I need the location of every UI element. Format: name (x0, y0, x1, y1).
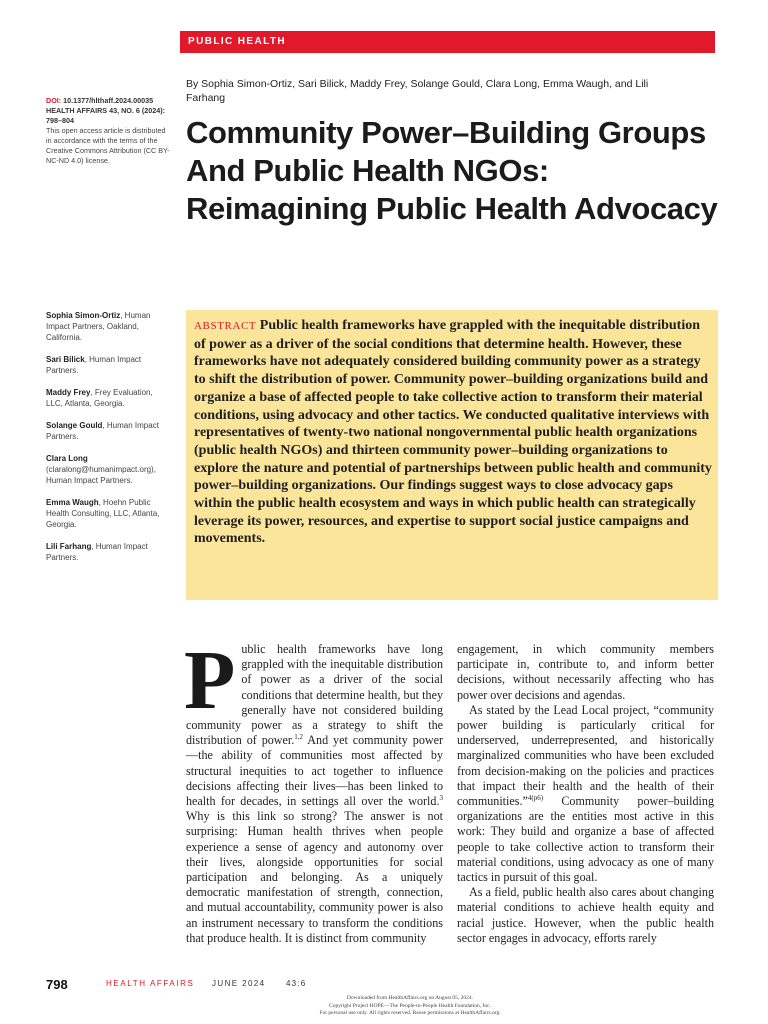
footer-issue: 43:6 (286, 979, 307, 988)
affiliation-name: Sophia Simon-Ortiz (46, 311, 121, 320)
affiliation-name: Emma Waugh (46, 498, 99, 507)
download-line: For personal use only. All rights reserved. Reuse permissions at HealthAffairs.org. (319, 1010, 501, 1016)
affiliation-item (46, 310, 170, 343)
abstract-label: ABSTRACT (194, 320, 257, 332)
body-column-2 (457, 642, 714, 946)
body-column-1 (184, 634, 443, 946)
affiliation-detail: , Human Impact Partners, Oakland, California. (46, 311, 151, 342)
drop-cap: P (184, 634, 236, 727)
affiliation-name: Solange Gould (46, 421, 103, 430)
affiliation-name: Sari Bilick (46, 355, 85, 364)
footer-date: JUNE 2024 (212, 979, 266, 988)
citation-ref[interactable]: 4(p6) (527, 794, 544, 802)
license-note: This open access article is distributed in accordance with the terms of the Creative Commons Attribution (CC BY-NC-ND 4.0) license. (46, 126, 170, 165)
download-line: Downloaded from HealthAffairs.org on August 05, 2024. (346, 995, 474, 1001)
body-paragraph (184, 634, 443, 946)
footer-journal: HEALTH AFFAIRS (106, 979, 195, 988)
download-note (200, 995, 620, 1018)
doi-block (46, 96, 170, 166)
affiliation-item (46, 453, 170, 486)
citation-ref[interactable]: 3 (439, 794, 443, 802)
page-number: 798 (46, 977, 68, 992)
affiliation-detail: (claralong@humanimpact.org), Human Impact Partners. (46, 465, 156, 485)
affiliation-name: Lili Farhang (46, 542, 92, 551)
article-title: Community Power–Building Groups And Public Health NGOs: Reimagining Public Health Advocacy (186, 115, 718, 226)
body-text: Why is this link so strong? The answer is not surprising: Human health thrives when people experience a sense of agency and autonomy over their lives, alongside opportunities for social participation and belonging. As a uniquely democratic manifestation of strength, connection, and mutual accountability, community power is also an instrument necessary to transform the conditions that produce health. It is distinct from community (186, 809, 443, 945)
abstract-box (186, 310, 718, 600)
doi-label: DOI: (46, 96, 62, 105)
abstract-text: Public health frameworks have grappled with the inequitable distribution of power as a driver of the social conditions that determine health. However, these frameworks have not adequately considered building community power as a strategy to shift the distribution of power. Community power–building organizations build and organize a base of affected people to take collective action to transform their material conditions, using advocacy and other tactics. We conducted qualitative interviews with representatives of twenty-two national nongovernmental public health organizations (public health NGOs) and thirteen community power–building organizations to explore the nature and potential of partnerships between public health and community power–building organizations. Our findings suggest ways to close advocacy gaps within the public health ecosystem and ways in which public health can strategically leverage its power, resources, and expertise to support social justice campaigns and movements. (194, 318, 712, 547)
affiliation-item (46, 420, 170, 442)
body-text: Community power–building organizations are the entities most active in this work: They build and organize a base of affected people to take collective action to transform their material conditions, using advocacy as one of many tactics in pursuit of this goal. (457, 794, 714, 885)
citation-ref[interactable]: 1,2 (294, 733, 304, 742)
affiliation-item (46, 541, 170, 563)
author-byline: By Sophia Simon-Ortiz, Sari Bilick, Maddy Frey, Solange Gould, Clara Long, Emma Waugh, and Lili Farhang (186, 78, 649, 104)
affiliation-detail: , Human Impact Partners. (46, 355, 142, 375)
doi-line (46, 96, 170, 106)
section-label: PUBLIC HEALTH (188, 36, 287, 47)
doi-link[interactable]: 10.1377/hlthaff.2024.00035 (63, 96, 154, 105)
journal-citation: HEALTH AFFAIRS 43, NO. 6 (2024): 798–804 (46, 106, 166, 125)
affiliation-detail: , Human Impact Partners. (46, 542, 148, 562)
body-text: As stated by the Lead Local project, “community power building is particularly critical for underserved, underrepresented, and historically marginalized communities who have been excluded from decision-making on the policies and practices that impact their health and the health of their communities.” (457, 702, 714, 809)
affiliation-item (46, 497, 170, 530)
body-text: ublic health frameworks have long grappled with the inequitable distribution of power as a driver of the social conditions that determine health, but they generally have not considered building community power as a strategy to shift the distribution of power. (186, 642, 443, 748)
body-paragraph: As a field, public health also cares about changing material conditions to achieve health equity and racial justice. However, when the public health sector engages in advocacy, efforts rarely (457, 885, 714, 945)
body-paragraph (457, 703, 714, 885)
body-paragraph: engagement, in which community members participate in, contribute to, and inform better decisions, without necessarily affecting who has power over decisions and agendas. (457, 642, 714, 702)
section-banner (180, 31, 715, 53)
affiliation-detail: , Hoehn Public Health Consulting, LLC, Atlanta, Georgia. (46, 498, 160, 529)
affiliation-name: Maddy Frey (46, 388, 91, 397)
affiliation-item (46, 387, 170, 409)
body-text: And yet community power—the ability of communities most affected by structural inequities to act together to influence decisions affecting their lives—has been linked to health for decades, in settings all over the world. (186, 733, 443, 809)
affiliation-detail: , Human Impact Partners. (46, 421, 159, 441)
affiliation-detail: , Frey Evaluation, LLC, Atlanta, Georgia. (46, 388, 153, 408)
affiliations (46, 310, 170, 574)
affiliation-name: Clara Long (46, 454, 88, 463)
download-line: Copyright Project HOPE—The People-to-People Health Foundation, Inc. (329, 1002, 491, 1009)
abstract (194, 317, 712, 548)
page-footer (46, 977, 726, 991)
affiliation-item (46, 354, 170, 376)
